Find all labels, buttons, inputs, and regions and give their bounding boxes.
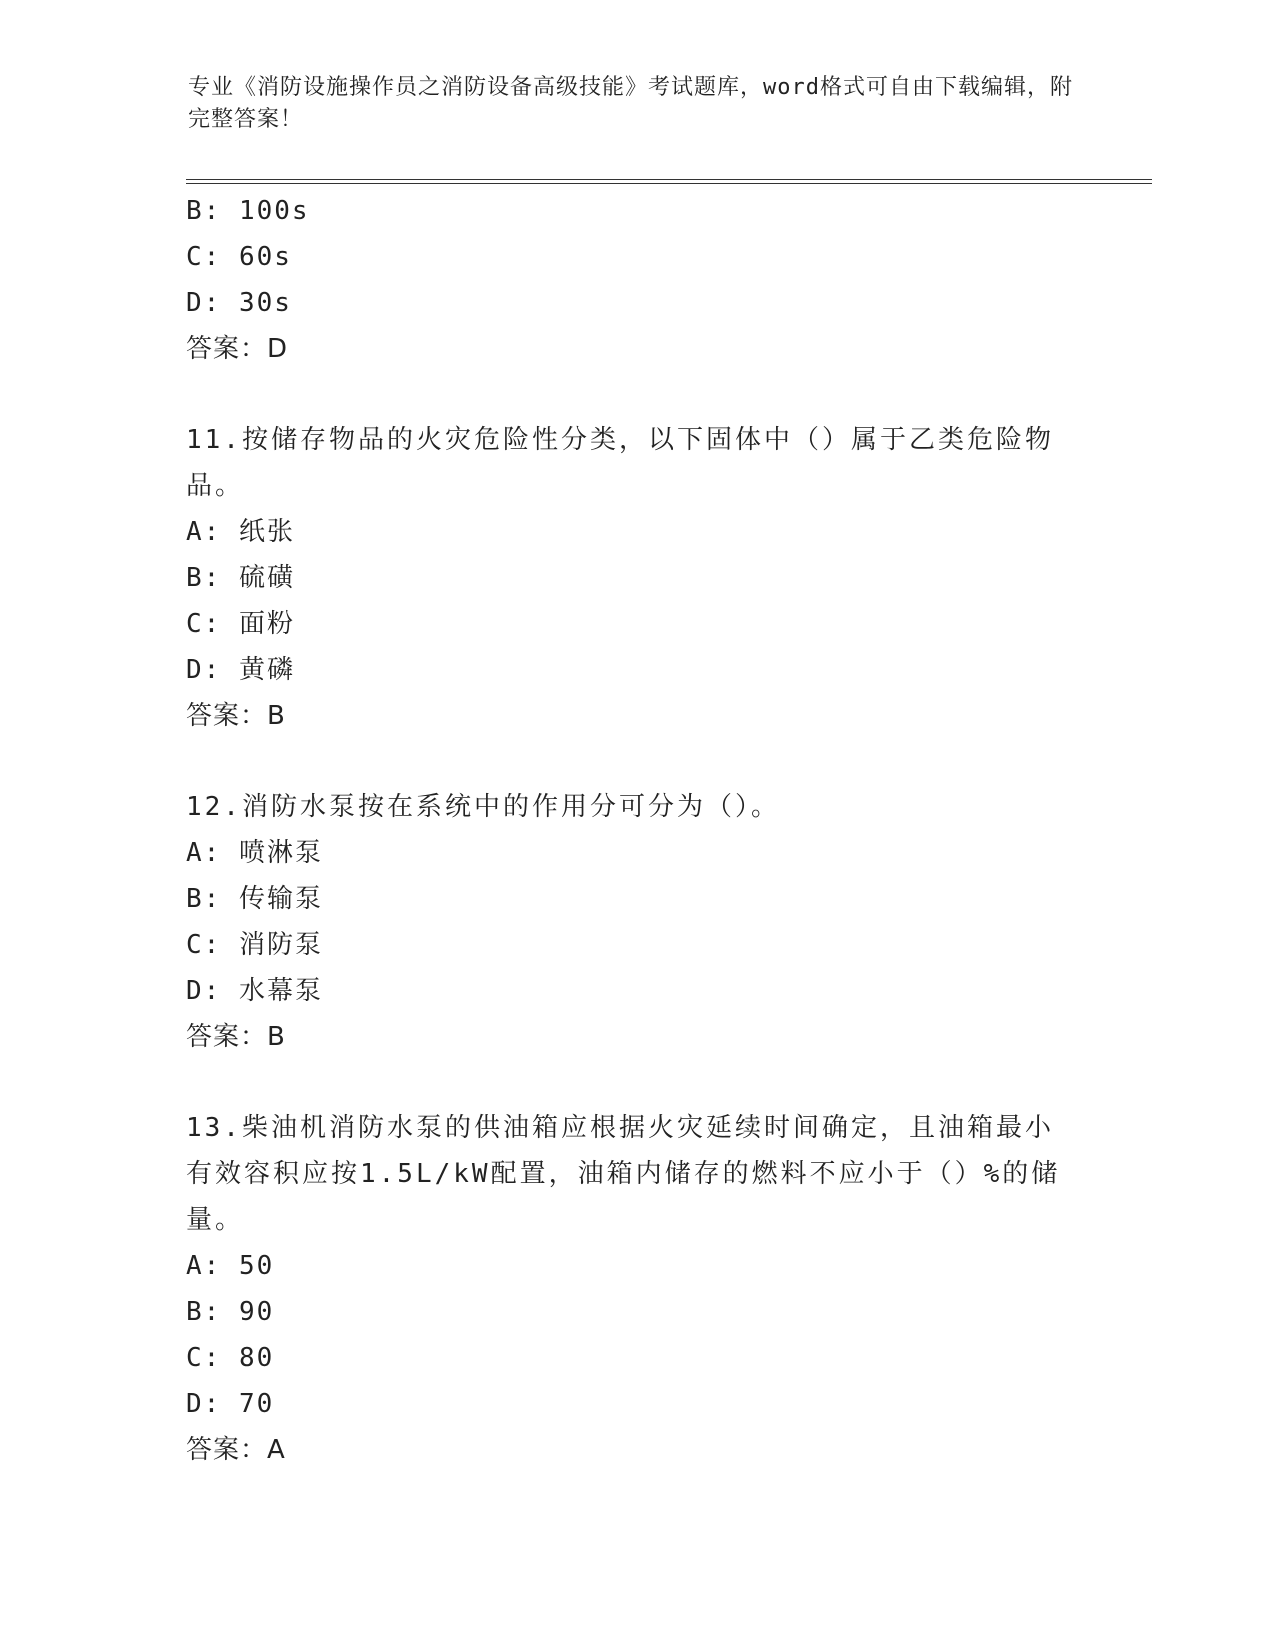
option-b: B: 硫磺: [186, 563, 295, 593]
spacer: [186, 372, 1086, 417]
header-rule-top: [186, 179, 1152, 180]
option-b: B: 90: [186, 1297, 275, 1327]
option-d: D: 70: [186, 1389, 275, 1419]
option-a: A: 纸张: [186, 517, 295, 547]
question-13: [186, 1105, 1086, 1473]
question-10-partial: [186, 188, 1086, 372]
option-d: D: 水幕泵: [186, 976, 323, 1006]
option-a: A: 喷淋泵: [186, 838, 323, 868]
document-header: 专业《消防设施操作员之消防设备高级技能》考试题库，word格式可自由下载编辑，附完整答案！: [188, 75, 1073, 132]
option-c: C: 80: [186, 1343, 275, 1373]
answer-line: 答案：A: [186, 1435, 286, 1465]
question-11: [186, 417, 1086, 739]
option-d: D: 30s: [186, 288, 292, 318]
option-d: D: 黄磷: [186, 655, 295, 685]
option-a: A: 50: [186, 1251, 275, 1281]
header-rule-bottom: [186, 183, 1152, 184]
spacer: [186, 739, 1086, 784]
question-stem: 13.柴油机消防水泵的供油箱应根据火灾延续时间确定，且油箱最小有效容积应按1.5L/kW配置，油箱内储存的燃料不应小于（）%的储量。: [186, 1113, 1061, 1235]
option-b: B: 100s: [186, 196, 310, 226]
answer-line: 答案：B: [186, 1022, 286, 1052]
answer-line: 答案：B: [186, 701, 286, 731]
answer-line: 答案：D: [186, 334, 289, 364]
option-b: B: 传输泵: [186, 884, 323, 914]
document-body: [186, 188, 1086, 1473]
question-stem: 11.按储存物品的火灾危险性分类，以下固体中（）属于乙类危险物品。: [186, 425, 1054, 501]
option-c: C: 消防泵: [186, 930, 323, 960]
question-12: [186, 784, 1086, 1060]
spacer: [186, 1060, 1086, 1105]
option-c: C: 面粉: [186, 609, 295, 639]
question-stem: 12.消防水泵按在系统中的作用分可分为（）。: [186, 792, 780, 822]
option-c: C: 60s: [186, 242, 292, 272]
